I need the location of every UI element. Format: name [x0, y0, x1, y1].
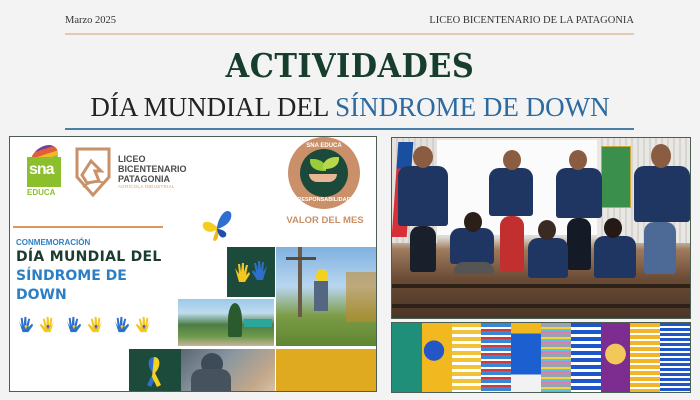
- worker-photo: [181, 349, 275, 392]
- headline-line-1: DÍA MUNDIAL DEL: [16, 249, 162, 265]
- school-banner: [601, 146, 631, 208]
- badge-center: [300, 149, 348, 197]
- sna-logo-text: sna: [29, 161, 54, 178]
- badge-bottom-text: RESPONSABILIDAD: [297, 197, 351, 203]
- commemoration-label: CONMEMORACIÓN: [16, 238, 91, 247]
- school-logo-name: [118, 154, 187, 184]
- headline-line-3: DOWN: [16, 287, 67, 303]
- subtitle-accent: SÍNDROME DE DOWN: [335, 92, 610, 122]
- sock: [660, 323, 690, 392]
- sna-educa-logo: [27, 143, 63, 199]
- person-legs: [567, 218, 591, 270]
- stage-step: [392, 284, 691, 288]
- sock: [481, 323, 511, 392]
- school-logo-line: BICENTENARIO: [118, 164, 187, 174]
- sock: [630, 323, 660, 392]
- header-date: Marzo 2025: [65, 15, 117, 26]
- commemoration-poster: [9, 136, 377, 392]
- person-head: [538, 220, 556, 240]
- person-head: [604, 218, 622, 238]
- header-divider: [65, 33, 634, 35]
- person-head: [569, 150, 587, 170]
- person: [594, 236, 636, 278]
- team-group-photo: [391, 137, 691, 319]
- blue-hand-icon: [15, 315, 34, 334]
- hands-row: [15, 315, 154, 334]
- ribbon-tile: [129, 349, 179, 392]
- colorful-socks-photo: [391, 322, 691, 393]
- person: [450, 228, 494, 264]
- person-head: [651, 144, 671, 168]
- school-logo-line: PATAGONIA: [118, 174, 170, 184]
- blue-hand-icon: [111, 315, 130, 334]
- sock: [422, 323, 452, 392]
- blue-hand-icon: [63, 315, 82, 334]
- page-title: ACTIVIDADES: [225, 46, 475, 85]
- person: [556, 168, 602, 218]
- yellow-hand-icon: [135, 315, 154, 334]
- value-of-month-caption: VALOR DEL MES: [286, 215, 364, 226]
- park-photo: [178, 299, 274, 346]
- school-shield-logo-icon: [75, 147, 111, 197]
- hand-icon: [309, 174, 337, 182]
- sock: [511, 323, 541, 392]
- stage-step: [392, 304, 691, 308]
- butterfly-icon: [199, 207, 235, 243]
- person-legs: [410, 226, 436, 272]
- two-hands-icon: [231, 260, 271, 284]
- badge-top-text: SNA EDUCA: [306, 143, 342, 149]
- sock: [452, 323, 482, 392]
- sna-logo-subtext: EDUCA: [27, 188, 56, 197]
- yellow-hand-icon: [87, 315, 106, 334]
- sock: [601, 323, 631, 392]
- power-line-workers-photo: [276, 247, 376, 346]
- school-logo-subtitle: AGRÍCOLA INDUSTRIAL: [118, 184, 175, 189]
- person-legs: [454, 262, 494, 274]
- school-logo-line: LICEO: [118, 154, 146, 164]
- page-subtitle: [0, 92, 700, 123]
- person: [528, 238, 568, 278]
- person: [634, 166, 690, 222]
- person: [489, 168, 533, 216]
- gold-tile: [276, 349, 376, 392]
- headline-line-2: SÍNDROME DE: [16, 268, 127, 284]
- yellow-hand-icon: [39, 315, 58, 334]
- poster-divider: [13, 226, 163, 228]
- person-head: [413, 146, 433, 168]
- leaf-icon: [323, 157, 339, 169]
- sock: [541, 323, 571, 392]
- subtitle-part1: DÍA MUNDIAL DEL: [90, 92, 336, 122]
- hands-tile: [227, 247, 275, 297]
- header-school-name: LICEO BICENTENARIO DE LA PATAGONIA: [429, 15, 634, 26]
- sock: [392, 323, 422, 392]
- value-of-month-badge: [288, 137, 360, 209]
- awareness-ribbon-icon: [143, 353, 165, 389]
- person-head: [503, 150, 521, 170]
- person: [398, 166, 448, 226]
- person-legs: [500, 216, 524, 272]
- sock: [571, 323, 601, 392]
- person-head: [464, 212, 482, 232]
- person-legs: [644, 222, 676, 274]
- subtitle-divider: [65, 128, 634, 130]
